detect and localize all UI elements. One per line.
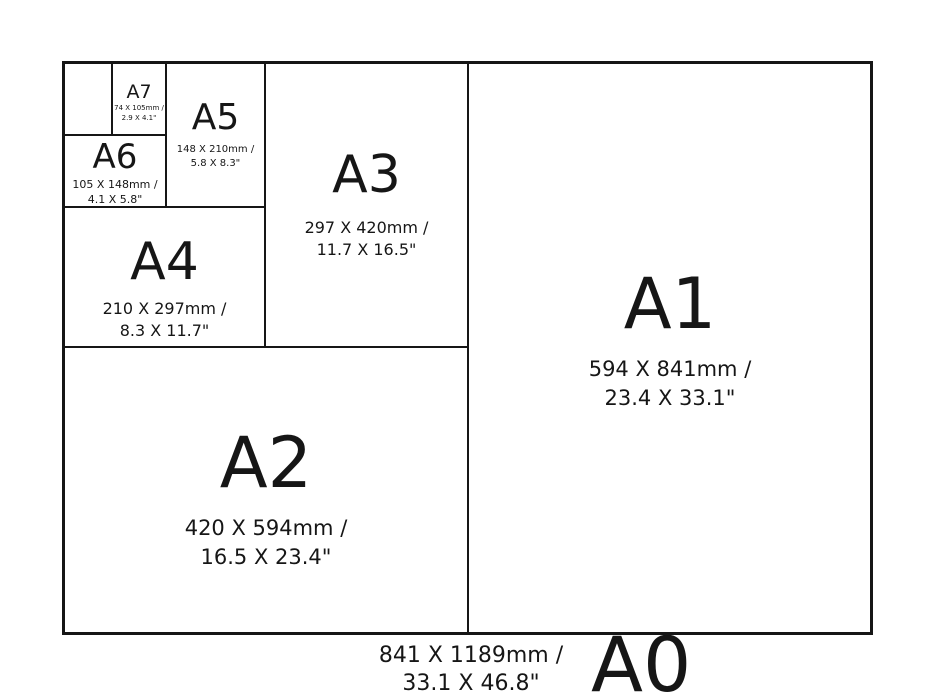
a1-dimensions: [589, 355, 752, 412]
a5-dimensions-inch: 5.8 X 8.3": [190, 157, 241, 169]
a3-dimensions-inch: 11.7 X 16.5": [316, 240, 417, 259]
a4-dimensions-mm: 210 X 297mm /: [102, 299, 227, 319]
a6-dimensions-inch: 4.1 X 5.8": [87, 193, 143, 206]
a3-dimensions: [305, 217, 429, 260]
a4-dimensions: [103, 298, 227, 341]
a7-label: A7: [126, 81, 152, 104]
a2-dimensions-inch: 16.5 X 23.4": [200, 544, 332, 569]
a3-dimensions-mm: 297 X 420mm /: [304, 218, 429, 238]
a2-dimensions: [185, 514, 348, 571]
a3-cell: [266, 64, 467, 346]
a4-cell: [65, 208, 264, 346]
a2-cell: [65, 348, 467, 633]
a6-cell: [65, 136, 165, 206]
a7-dimensions-mm: 74 X 105mm /: [114, 104, 164, 113]
a0-dimensions-inch: 33.1 X 46.8": [402, 671, 540, 696]
a5-label: A5: [191, 97, 240, 138]
a7-cell: [113, 64, 165, 134]
a3-label: A3: [332, 145, 401, 206]
unlabeled-cell: [65, 64, 111, 134]
a4-label: A4: [130, 232, 199, 293]
a1-label: A1: [623, 263, 717, 346]
a5-cell: [167, 64, 264, 206]
a1-dimensions-mm: 594 X 841mm /: [588, 357, 752, 382]
a2-dimensions-mm: 420 X 594mm /: [184, 516, 348, 541]
a2-label: A2: [219, 422, 313, 505]
a1-cell: [469, 64, 871, 633]
a5-dimensions: [177, 143, 254, 170]
a7-dimensions-inch: 2.9 X 4.1": [121, 113, 157, 122]
a0-label: A0: [591, 620, 692, 700]
a6-dimensions-mm: 105 X 148mm /: [72, 178, 158, 192]
a6-label: A6: [92, 137, 138, 178]
a4-dimensions-inch: 8.3 X 11.7": [119, 321, 210, 340]
a1-dimensions-inch: 23.4 X 33.1": [604, 385, 736, 410]
a7-dimensions: [114, 104, 164, 123]
a0-dimensions: [301, 642, 641, 698]
a5-dimensions-mm: 148 X 210mm /: [176, 144, 255, 155]
a6-dimensions: [72, 178, 157, 208]
a0-dimensions-mm: 841 X 1189mm /: [378, 643, 564, 668]
